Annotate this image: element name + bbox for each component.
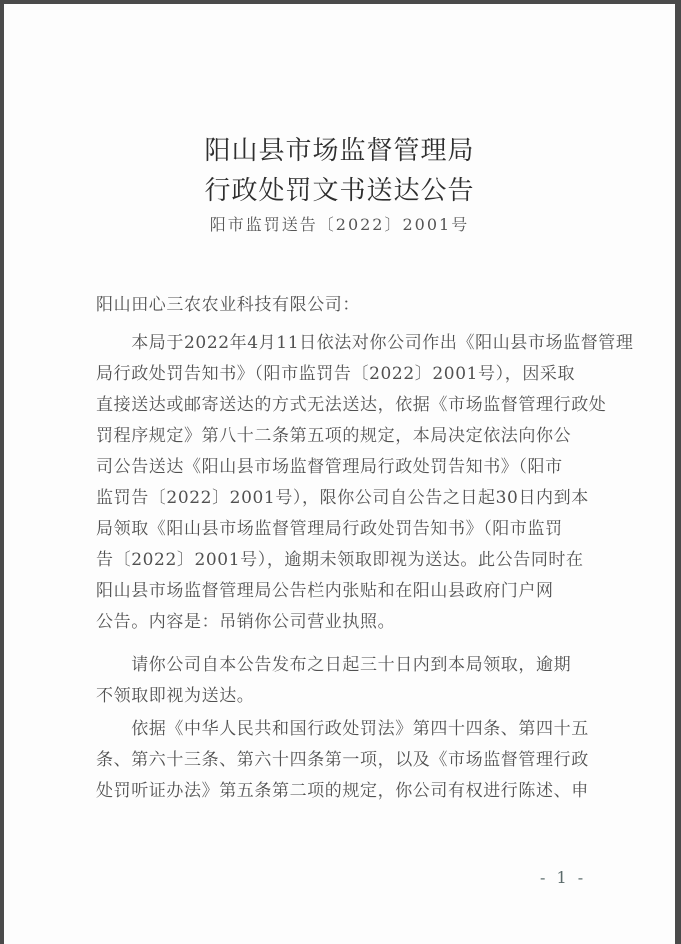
body-line: 条、第六十三条、第六十四条第一项，以及《市场监督管理行政 (96, 750, 589, 770)
body-line: 监罚告〔2022〕2001号），限你公司自公告之日起30日内到本 (96, 488, 589, 508)
document-page (4, 4, 675, 944)
body-line: 司公告送达《阳山县市场监督管理局行政处罚告知书》（阳市 (96, 457, 563, 477)
body-line: 依据《中华人民共和国行政处罚法》第四十四条、第四十五 (96, 719, 589, 739)
body-line: 告〔2022〕2001号），逾期未领取即视为送达。此公告同时在 (96, 550, 584, 570)
document-number: 阳市监罚送告〔2022〕2001号 (209, 215, 470, 234)
body-line: 阳山县市场监督管理局公告栏内张贴和在阳山县政府门户网 (96, 581, 554, 601)
addressee: 阳山田心三农农业科技有限公司： (96, 295, 360, 315)
body-line: 罚程序规定》第八十二条第五项的规定，本局决定依法向你公 (96, 426, 572, 446)
document-title-line2: 行政处罚文书送达公告 (204, 176, 475, 206)
body-line: 局行政处罚告知书》（阳市监罚告〔2022〕2001号），因采取 (96, 364, 576, 384)
body-line: 本局于2022年4月11日依法对你公司作出《阳山县市场监督管理 (96, 333, 634, 353)
page-number: - 1 - (540, 868, 587, 887)
body-line: 公告。内容是：吊销你公司营业执照。 (96, 612, 396, 632)
body-line: 直接送达或邮寄送达的方式无法送达，依据《市场监督管理行政处 (96, 395, 607, 415)
body-line: 不领取即视为送达。 (96, 686, 255, 706)
document-title-line1: 阳山县市场监督管理局 (204, 136, 475, 166)
body-line: 请你公司自本公告发布之日起三十日内到本局领取，逾期 (96, 655, 572, 675)
body-line: 局领取《阳山县市场监督管理局行政处罚告知书》（阳市监罚 (96, 519, 563, 539)
body-line: 处罚听证办法》第五条第二项的规定，你公司有权进行陈述、申 (96, 781, 589, 801)
